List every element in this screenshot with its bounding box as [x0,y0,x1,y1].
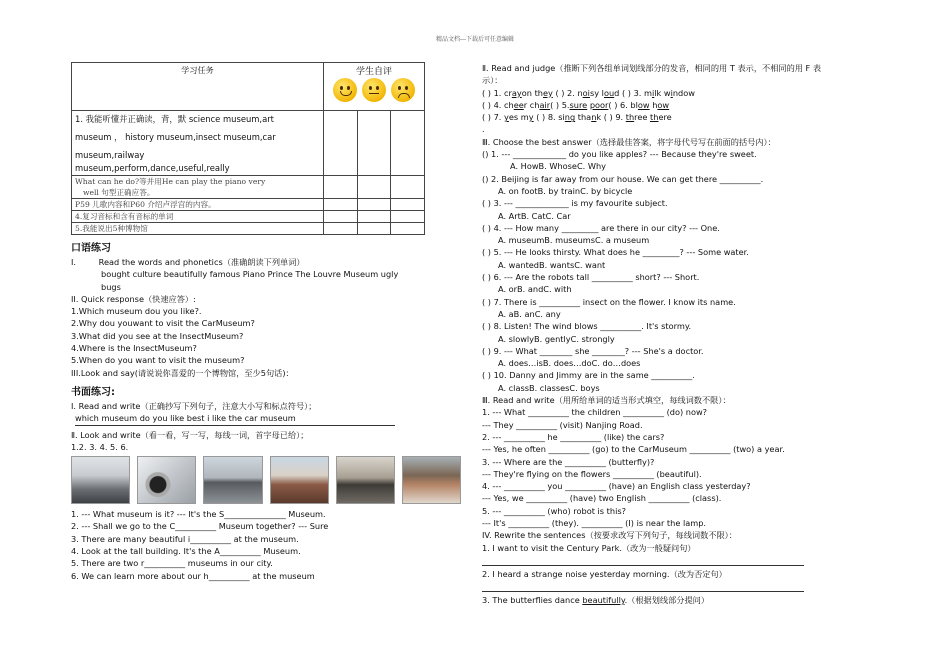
question-3: 3.What did you see at the InsectMuseum? [71,330,244,341]
rw-line-8: --- Yes, we __________ (have) two English __________ (class). [482,493,722,504]
fill-item-2: 2. --- Shall we go to the C__________ Museum together? --- Sure [71,521,329,532]
judge-title: Ⅱ. Read and judge（推断下列各组单词划线部分的发音，相同的用 T 表示，不相同的用 F 表 [482,63,822,73]
task-row-4: 4.复习音标和含有音标的单词 [72,211,324,223]
insect-museum-photo [402,456,461,504]
rewrite-title: IV. Rewrite the sentences（按要求改写下列句子，每线词数不限）： [482,530,737,541]
right-column [482,62,902,606]
rw-line-9: 5. --- __________ (who) robot is this? [482,505,626,516]
self-eval-header [323,63,424,111]
mc-options-10: A. classB. classesC. boys [498,382,600,393]
task-row-5: 5.我能说出5种博物馆 [72,223,324,235]
mc-question-9: ( ) 9. --- What ________ she ________? --- She's a doctor. [482,345,704,356]
rw-line-7: 4. --- __________ you __________ (have) an English class yesterday? [482,481,751,492]
mc-question-6: ( ) 6. --- Are the robots tall __________ short? --- Short. [482,272,700,283]
oral-i-line: I. Read the words and phonetics（准确朗读下列单词） [71,257,305,267]
written-ii-title: Ⅱ. Look and write（看一看，写一写，每线一词，首字母已给）； [71,429,309,440]
written-i-title: I. Read and write（正确抄写下列句子，注意大小写和标点符号）； [71,400,317,411]
task-header: 学习任务 [72,63,324,111]
oral-title: 口语练习 [71,243,111,254]
judge-title-2: 示）： [482,75,503,86]
rewrite-1: 1. I want to visit the Century Park.（改为一般疑问句） [482,542,696,553]
museum-photos [71,456,461,504]
mc-question-4: ( ) 4. --- How many _________ are there in our city? --- One. [482,222,720,233]
task-row-2: What can he do?等并用He can play the piano very well 句型正确应答。 [72,176,324,199]
rw-line-6: --- They're flying on the flowers __________ (beautiful). [482,468,702,479]
look-and-say: III.Look and say(请说说你喜爱的一个博物馆，至少5句话)： [71,367,294,378]
history-museum-photo [270,456,329,504]
fill-item-1: 1. --- What museum is it? --- It's the S_______________ Museum. [71,509,326,520]
choose-title: Ⅲ. Choose the best answer（选择最佳答案，将字母代号写在前面的括号内）： [482,136,776,147]
copy-line [75,425,395,426]
mc-question-1: () 1. --- _____________ do you like apples? --- Because they're sweet. [482,149,757,160]
mc-question-10: ( ) 10. Danny and Jimmy are in the same __________. [482,370,695,381]
mc-options-4: A. museumB. museumsC. a museum [498,235,650,246]
mc-question-5: ( ) 5. --- He looks thirsty. What does he _________? --- Some water. [482,247,749,258]
mc-question-2: () 2. Beijing is far away from our house. We can get there __________. [482,173,764,184]
mc-options-2: A. on footB. by trainC. by bicycle [498,185,633,196]
rewrite-2: 2. I heard a strange noise yesterday morning.（改为否定句） [482,568,727,579]
mc-question-3: ( ) 3. --- _____________ is my favourite subject. [482,198,668,209]
judge-row-1: ( ) 1. crayon they ( ) 2. noisy loud ( ) 3. milk window [482,87,695,98]
photo-numbers: 1.2. 3. 4. 5. 6. [71,441,129,452]
mc-options-5: A. wantedB. wantsC. want [498,259,606,270]
fill-item-4: 4. Look at the tall building. It's the A__________ Museum. [71,546,301,557]
question-1: 1.Which museum dou you like?. [71,306,202,317]
mc-options-9: A. does…isB. does…doC. do…does [498,358,641,369]
question-4: 4.Where is the InsectMuseum? [71,343,197,354]
copy-sentence: which museum do you like best i like the car museum [75,413,296,424]
rw-line-3: 2. --- __________ he __________ (like) the cars? [482,431,665,442]
neutral-face-icon [362,78,386,102]
rw-line-10: --- It's __________ (they). __________ (I) is near the lamp. [482,517,707,528]
mc-options-8: A. slowlyB. gentlyC. strongly [498,333,615,344]
read-write-title: Ⅲ. Read and write（用所给单词的适当形式填空，每线词数不限）： [482,395,731,406]
rw-line-1: 1. --- What __________ the children __________ (do) now? [482,407,708,418]
fill-item-5: 5. There are two r__________ museums in our city. [71,558,273,569]
car-museum-photo [137,456,196,504]
phonetic-words-2: bugs [101,281,121,292]
answer-line-2 [482,580,804,592]
sad-face-icon [391,78,415,102]
task-table [71,62,425,235]
question-5: 5.When do you want to visit the museum? [71,355,245,366]
railway-museum-photo [336,456,395,504]
quick-response-title: II. Quick response（快速应答）: [71,293,196,304]
left-column [71,62,461,582]
task-row-1: 1. 我能听懂并正确读，背，默 science museum,art museum ， history museum,insect museum,car museum,railway museum,perform,dance,useful,really [72,111,324,176]
mc-question-7: ( ) 7. There is __________ insect on the flower. I know its name. [482,296,736,307]
page-header: 精品文档---下载后可任意编辑 [435,36,515,43]
fill-item-6: 6. We can learn more about our h__________ at the museum [71,570,315,581]
rw-line-2: --- They __________ (visit) Nanjing Road. [482,419,643,430]
mc-options-7: A. aB. anC. any [498,308,561,319]
judge-dot: . [482,124,485,135]
rw-line-4: --- Yes, he often __________ (go) to the CarMuseum __________ (two) a year. [482,444,785,455]
mc-options-6: A. orB. andC. with [498,284,572,295]
phonetic-words: bought culture beautifully famous Piano Prince The Louvre Museum ugly [101,269,399,280]
art-museum-photo [203,456,262,504]
mc-options-3: A. ArtB. CatC. Car [498,210,571,221]
judge-row-2: ( ) 4. cheer chair( ) 5.sure poor( ) 6. blow how [482,99,670,110]
mc-question-8: ( ) 8. Listen! The wind blows __________. It's stormy. [482,321,692,332]
rewrite-3: 3. The butterflies dance beautifully.（根据划线部分提问） [482,595,710,606]
answer-line-1 [482,554,804,566]
science-museum-photo [71,456,130,504]
judge-row-3: ( ) 7. yes my ( ) 8. sing thank ( ) 9. three there [482,112,672,123]
rw-line-5: 3. --- Where are the __________ (butterfly)? [482,456,655,467]
question-2: 2.Why dou youwant to visit the CarMuseum? [71,318,255,329]
smile-face-icon [333,78,357,102]
self-eval-label: 学生自评 [355,67,392,77]
written-title: 书面练习: [71,386,115,398]
task-row-3: P59 儿歌内容和P60 介绍卢浮宫的内容。 [72,199,324,211]
fill-item-3: 3. There are many beautiful i__________ at the museum. [71,533,299,544]
mc-options-1: A. HowB. WhoseC. Why [510,161,606,172]
